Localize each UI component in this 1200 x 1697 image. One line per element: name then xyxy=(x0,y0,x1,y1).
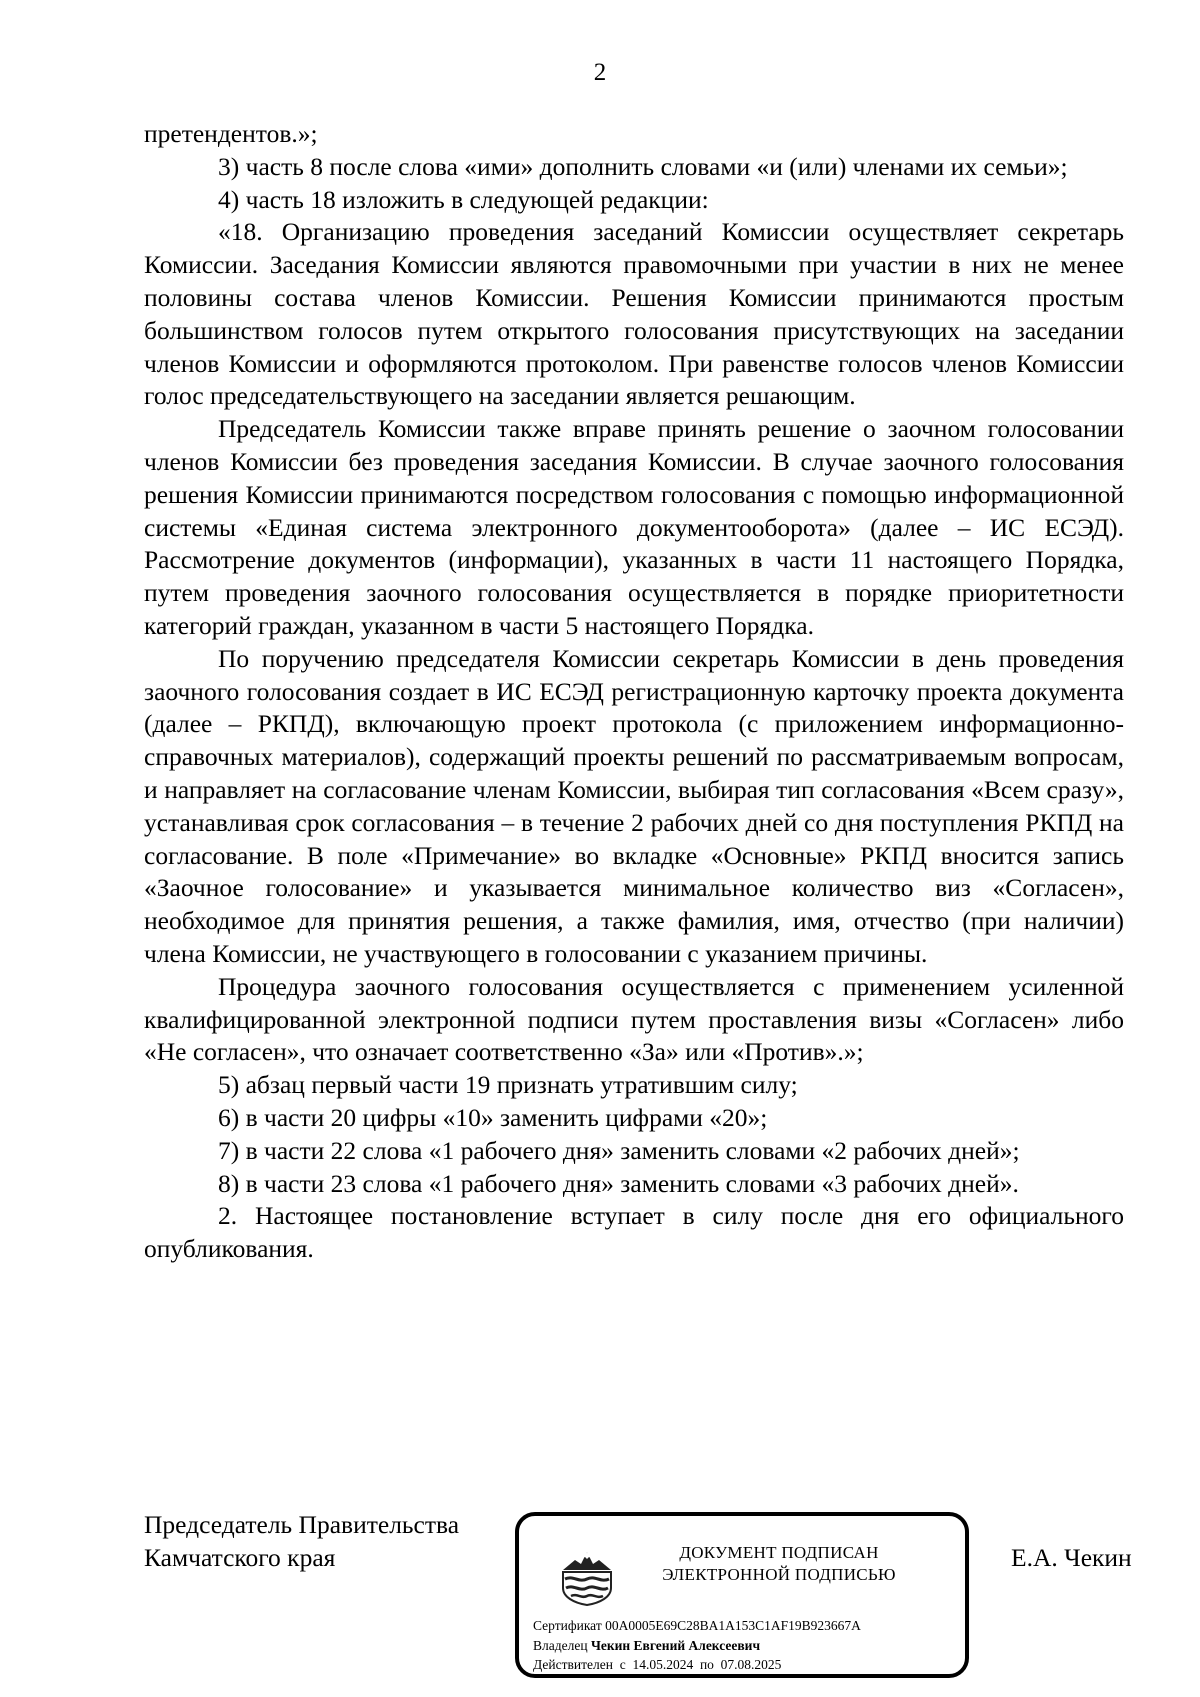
owner-name: Чекин Евгений Алексеевич xyxy=(590,1637,761,1653)
paragraph: 5) абзац первый части 19 признать утратившим силу; xyxy=(218,1070,798,1100)
validity-label: Действителен xyxy=(533,1657,613,1672)
certificate-row xyxy=(533,1616,861,1636)
stamp-title-line: ДОКУМЕНТ ПОДПИСАН xyxy=(679,1543,879,1562)
kamchatka-emblem-icon xyxy=(559,1548,615,1606)
document-body xyxy=(144,118,1124,1266)
electronic-signature-stamp xyxy=(515,1512,969,1678)
stamp-title xyxy=(629,1542,929,1586)
paragraph: 4) часть 18 изложить в следующей редакции: xyxy=(218,184,709,214)
validity-to-label: по xyxy=(699,1657,714,1672)
paragraph: Процедура заочного голосования осуществляется с применением усиленной квалифицированной электронной подписи путем проставления визы «Согласен» либо «Не согласен», что означает соответственно «За» или «Против».»; xyxy=(144,971,1124,1067)
signatory-position xyxy=(144,1508,459,1574)
paragraph: Председатель Комиссии также вправе принять решение о заочном голосовании членов Комиссии без проведения заседания Комиссии. В случае заочного голосования решения Комиссии принимаются посредством голосования с помощью информационной системы «Единая система электронного документооборота» (далее – ИС ЕСЭД). Рассмотрение документов (информации), указанных в части 11 настоящего Порядка, путем проведения заочного голосования осуществляется в порядке приоритетности категорий граждан, указанном в части 5 настоящего Порядка. xyxy=(144,414,1124,640)
owner-label: Владелец xyxy=(533,1637,588,1653)
stamp-title-line: ЭЛЕКТРОННОЙ ПОДПИСЬЮ xyxy=(662,1565,896,1584)
certificate-label: Сертификат xyxy=(533,1618,602,1633)
paragraph: 8) в части 23 слова «1 рабочего дня» заменить словами «3 рабочих дней». xyxy=(218,1168,1019,1198)
page-number: 2 xyxy=(593,59,607,86)
paragraph: 3) часть 8 после слова «ими» дополнить словами «и (или) членами их семьи»; xyxy=(218,151,1068,181)
signatory-position-line: Председатель Правительства xyxy=(144,1510,460,1539)
validity-from-date: 14.05.2024 xyxy=(632,1657,694,1672)
validity-row xyxy=(533,1655,861,1675)
signatory-position-line: Камчатского края xyxy=(144,1543,336,1572)
paragraph: 7) в части 22 слова «1 рабочего дня» заменить словами «2 рабочих дней»; xyxy=(218,1135,1020,1165)
validity-from-label: с xyxy=(619,1657,626,1672)
paragraph: По поручению председателя Комиссии секретарь Комиссии в день проведения заочного голосования создает в ИС ЕСЭД регистрационную карточку проекта документа (далее – РКПД), включающую проект протокола (с приложением информационно-справочных материалов), содержащий проекты решений по рассматриваемым вопросам, и направляет на согласование членам Комиссии, выбирая тип согласования «Всем сразу», устанавливая срок согласования – в течение 2 рабочих дней со дня поступления РКПД на согласование. В поле «Примечание» во вкладке «Основные» РКПД вносится запись «Заочное голосование» и указывается минимальное количество виз «Согласен», необходимое для принятия решения, а также фамилия, имя, отчество (при наличии) члена Комиссии, не участвующего в голосовании с указанием причины. xyxy=(144,643,1124,968)
paragraph: претендентов.»; xyxy=(144,119,318,148)
paragraph: 6) в части 20 цифры «10» заменить цифрами «20»; xyxy=(218,1102,768,1132)
paragraph: «18. Организацию проведения заседаний Комиссии осуществляет секретарь Комиссии. Заседания Комиссии являются правомочными при участии в них не менее половины состава членов Комиссии. Решения Комиссии принимаются простым большинством голосов путем открытого голосования присутствующих на заседании членов Комиссии и оформляются протоколом. При равенстве голосов членов Комиссии голос председательствующего на заседании является решающим. xyxy=(144,217,1124,411)
owner-row xyxy=(533,1636,861,1656)
validity-to-date: 07.08.2025 xyxy=(720,1657,782,1672)
stamp-details xyxy=(533,1616,861,1675)
certificate-number: 00A0005E69C28BA1A153C1AF19B923667A xyxy=(605,1618,861,1633)
paragraph: 2. Настоящее постановление вступает в силу после дня его официального опубликования. xyxy=(144,1201,1124,1264)
signatory-name: Е.А. Чекин xyxy=(1011,1543,1132,1572)
